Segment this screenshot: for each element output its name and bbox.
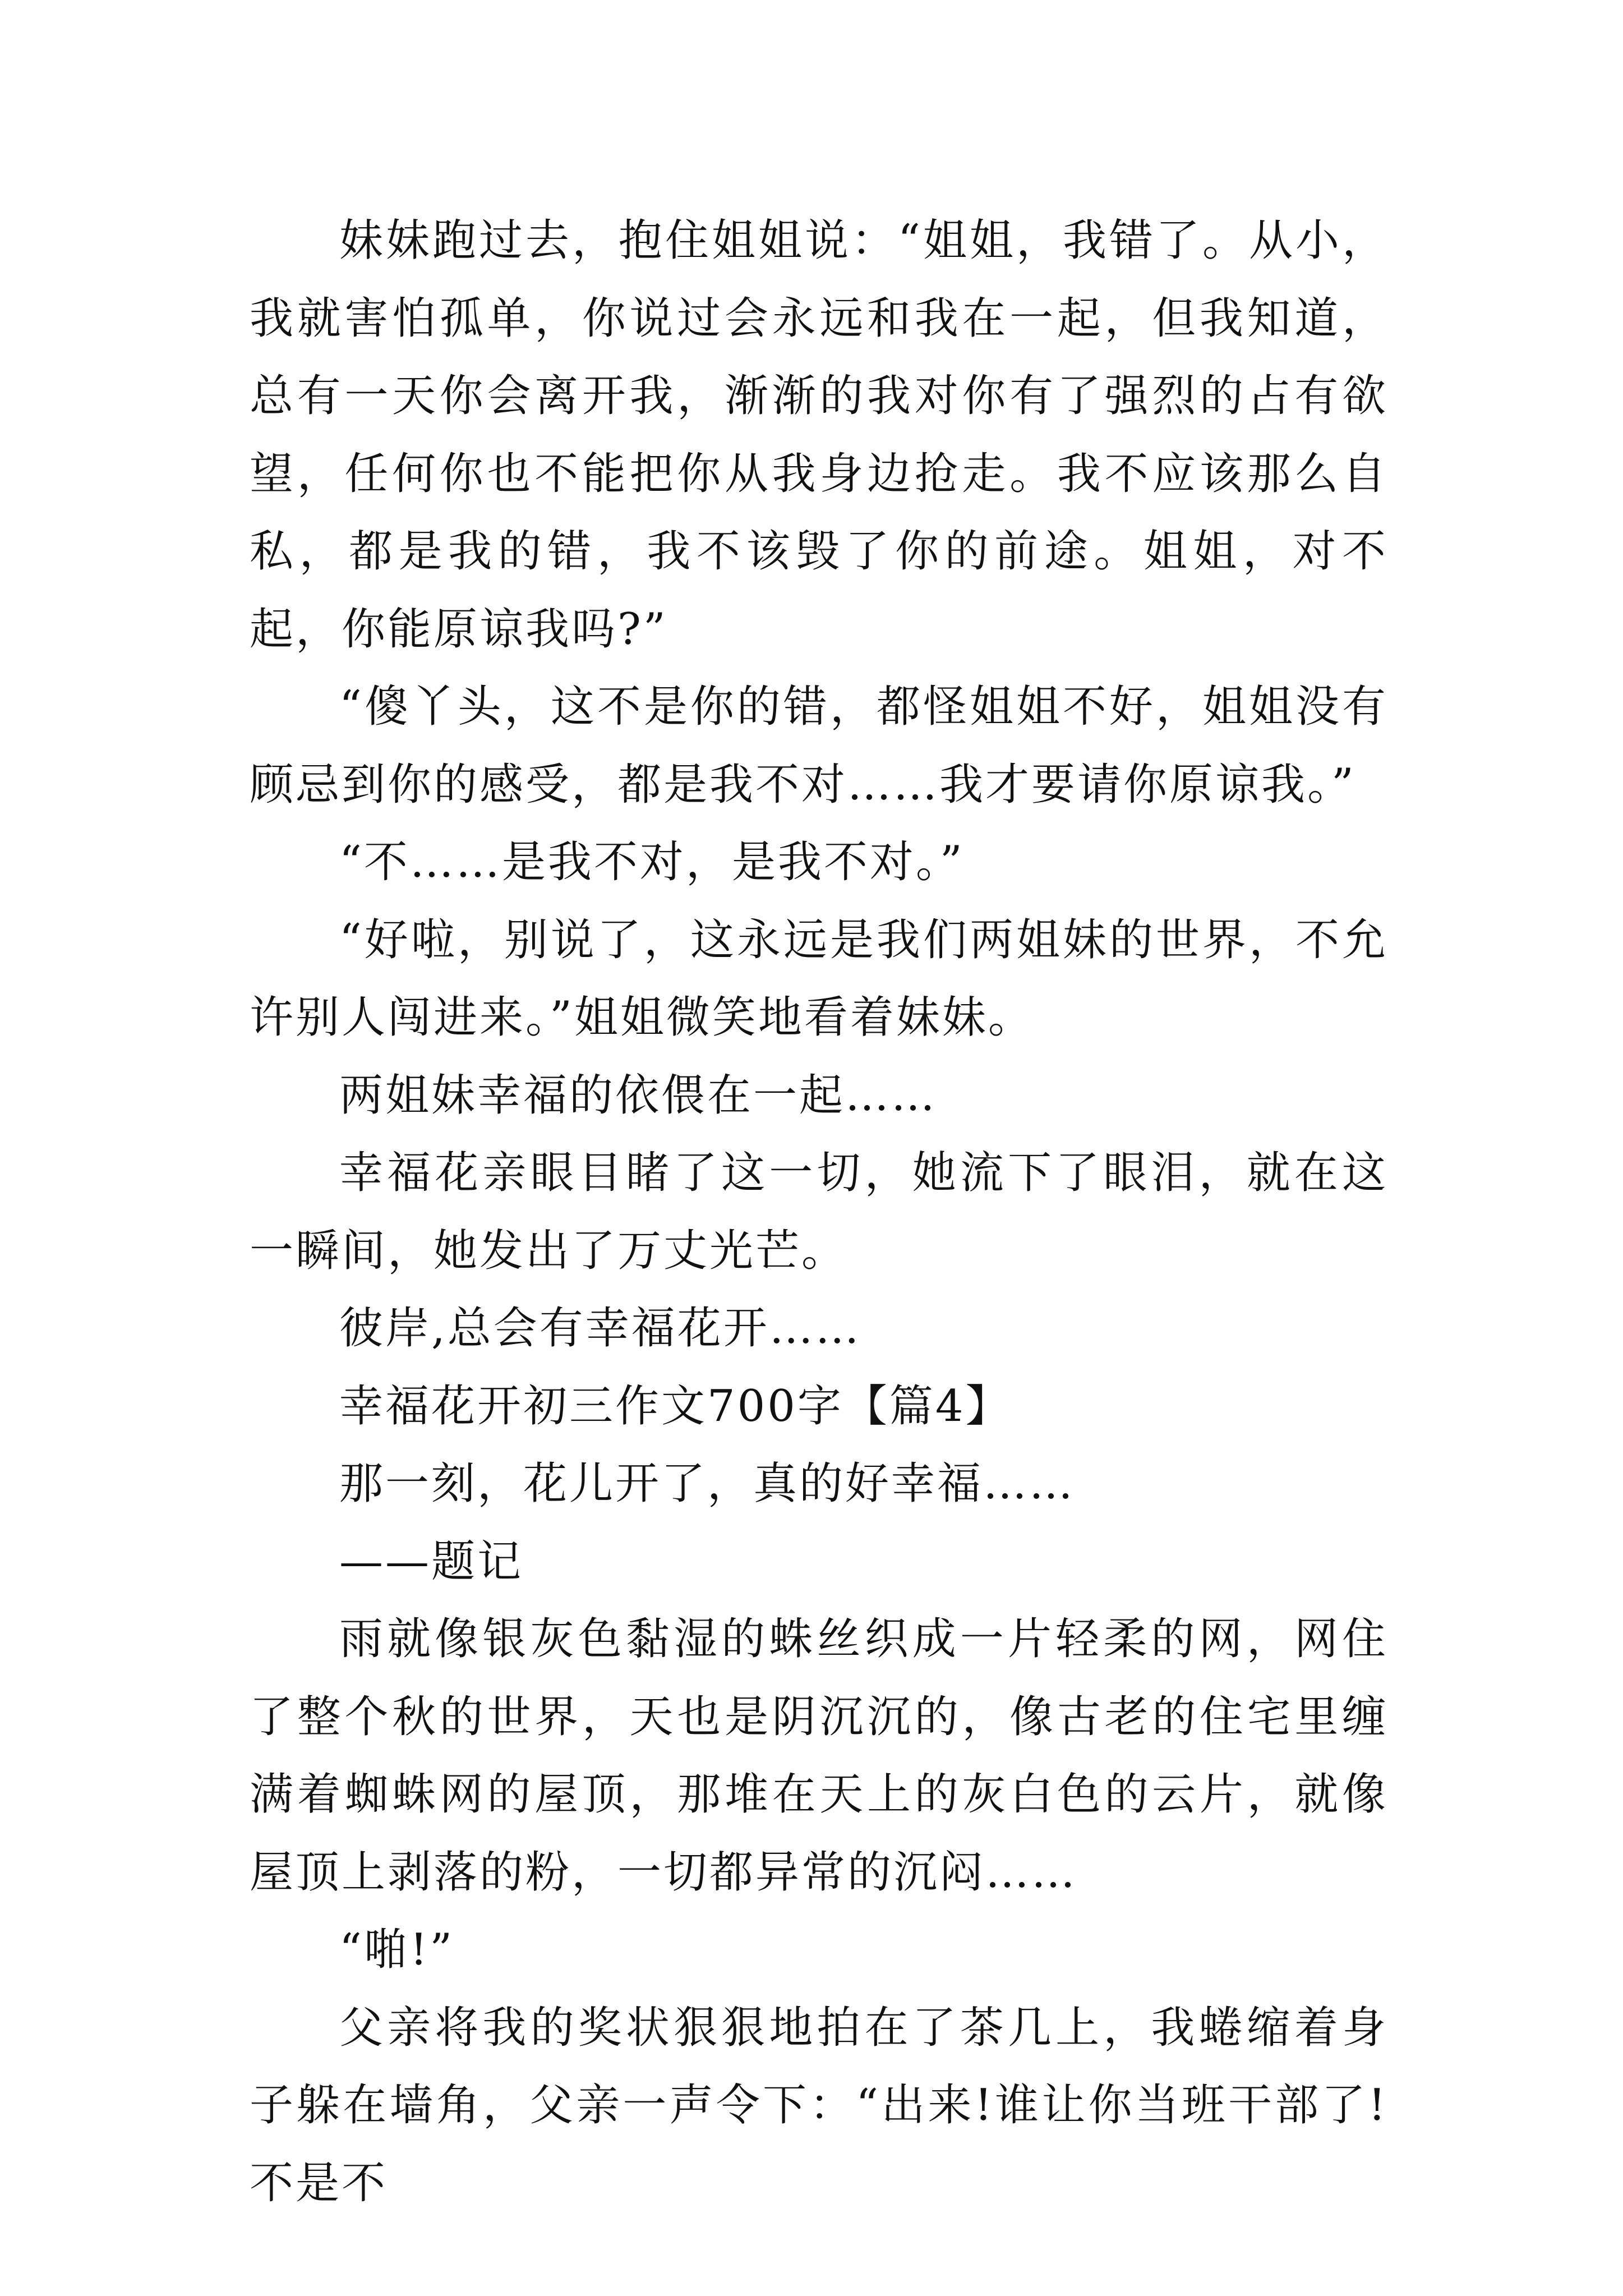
paragraph-9: “啪!”: [339, 1925, 455, 1975]
paragraph-4: “好啦，别说了，这永远是我们两姐妹的世界，不允许别人闯进来。”姐姐微笑地看着妹妹。: [250, 914, 1388, 1043]
paragraph-3: “不……是我不对，是我不对。”: [339, 837, 965, 887]
paragraph-6: 幸福花亲眼目睹了这一切，她流下了眼泪，就在这一瞬间，她发出了万丈光芒。: [250, 1148, 1388, 1276]
document-body: [250, 202, 1388, 2222]
paragraph-10: 父亲将我的奖状狠狠地拍在了茶几上，我蜷缩着身子躲在墙角，父亲一声令下：“出来!谁让你当班干部了!不是不: [250, 2002, 1388, 2208]
epigraph-attribution: ——题记: [339, 1536, 524, 1587]
paragraph-7: 彼岸,总会有幸福花开……: [339, 1303, 861, 1354]
epigraph: 那一刻，花儿开了，真的好幸福……: [339, 1458, 1076, 1509]
paragraph-2: “傻丫头，这不是你的错，都怪姐姐不好，姐姐没有顾忌到你的感受，都是我不对……我才要请你原谅我。”: [250, 682, 1388, 810]
paragraph-5: 两姐妹幸福的依偎在一起……: [339, 1070, 938, 1121]
paragraph-1: 妹妹跑过去，抱住姐姐说：“姐姐，我错了。从小，我就害怕孤单，你说过会永远和我在一起，但我知道，总有一天你会离开我，渐渐的我对你有了强烈的占有欲望，任何你也不能把你从我身边抢走。我不应该那么自私，都是我的错，我不该毁了你的前途。姐姐，对不起，你能原谅我吗?”: [250, 215, 1388, 655]
section-heading: 幸福花开初三作文700字【篇4】: [339, 1381, 1012, 1432]
paragraph-8: 雨就像银灰色黏湿的蛛丝织成一片轻柔的网，网住了整个秋的世界，天也是阴沉沉的，像古老的住宅里缠满着蜘蛛网的屋顶，那堆在天上的灰白色的云片，就像屋顶上剥落的粉，一切都异常的沉闷……: [250, 1614, 1388, 1898]
